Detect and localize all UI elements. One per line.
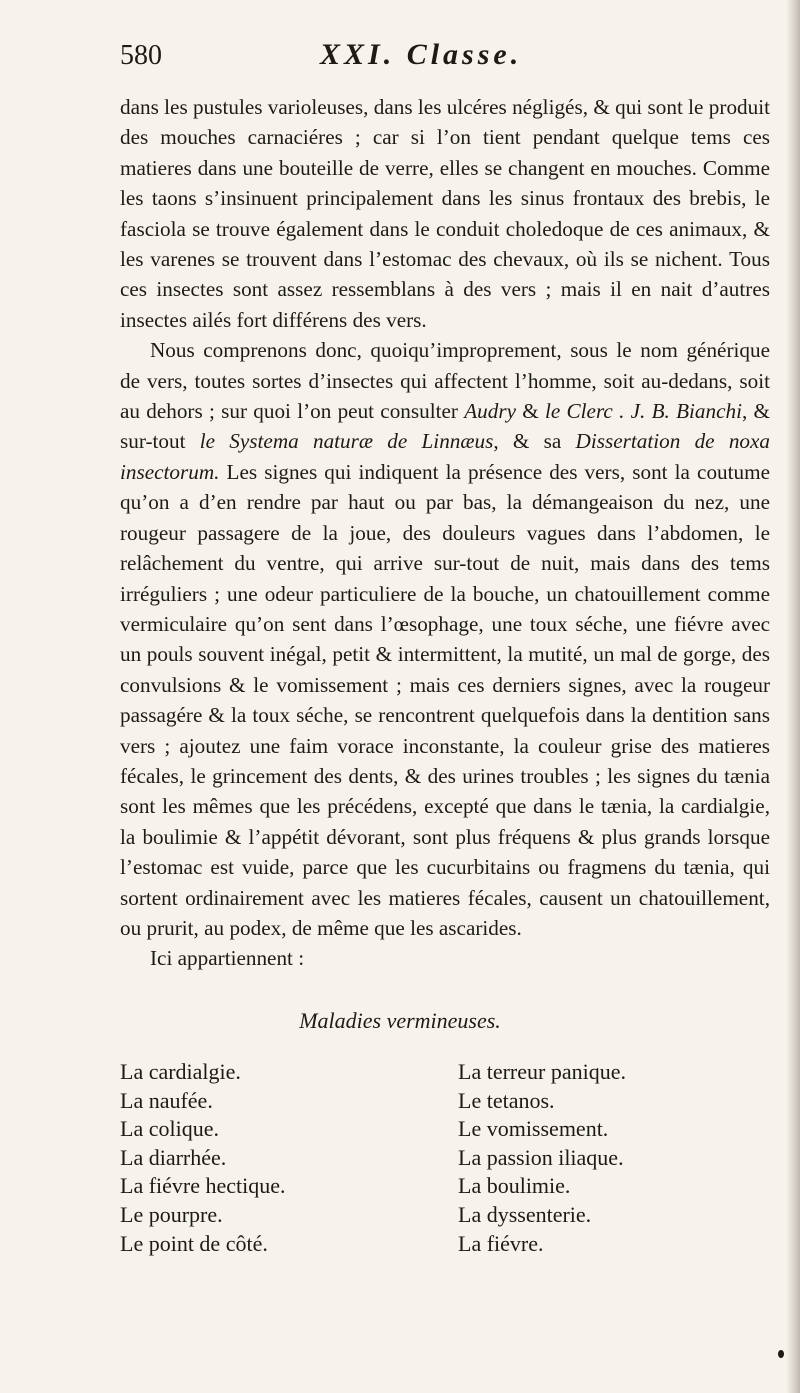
- running-title: XXI. Classe.: [320, 38, 523, 71]
- paragraph-2-text: Nous comprenons donc, quoiqu’improprement, sous le nom générique de vers, toutes sortes d’insectes qui affectent l’homme, soit au-dedans, soit au dehors ; sur quoi l’on peut consulter: [120, 338, 770, 424]
- list-item: La fiévre hectique.: [120, 1173, 286, 1199]
- list-item: La dyssenterie.: [458, 1201, 592, 1227]
- list-item: La fiévre.: [458, 1230, 544, 1256]
- page-header: [120, 38, 760, 78]
- list-item: Le pourpre.: [120, 1201, 223, 1227]
- work-dissertation: Dissertation de noxa insectorum.: [120, 429, 771, 484]
- disease-list-right: [458, 1058, 778, 1258]
- paragraph-1: dans les pustules varioleuses, dans les ulcéres négligés, & qui sont le produit des mouches carnaciéres ; car si l’on tient pendant quelque tems ces matieres dans une bouteille de verre, elles se changent en mouches. Comme les taons s’insinuent principalement dans les sinus frontaux des brebis, le fasciola se trouve également dans le conduit choledoque de ces animaux, & les varenes se trouvent dans l’estomac des chevaux, où ils se nichent. Tous ces insectes sont assez ressemblans à des vers ; mais il en nait d’autres insectes ailés fort différens des vers.: [120, 95, 770, 332]
- list-item: Le vomissement.: [458, 1116, 609, 1142]
- page-edge-shadow: [786, 0, 800, 1393]
- page-number: 580: [120, 40, 162, 71]
- paragraph-2-joiner-1: &: [516, 399, 545, 424]
- paragraph-3: Ici appartiennent :: [150, 946, 305, 971]
- paragraph-2: [120, 335, 770, 943]
- list-item: La cardialgie.: [120, 1059, 241, 1084]
- section-title: Maladies vermineuses.: [299, 1008, 501, 1033]
- list-item: La terreur panique.: [458, 1059, 626, 1084]
- work-systema-naturae: le Systema naturæ de Linnæus: [199, 429, 494, 454]
- list-item: La diarrhée.: [120, 1144, 227, 1170]
- list-item: La passion iliaque.: [458, 1144, 624, 1170]
- paragraph-2-joiner-3: , & sa: [493, 429, 576, 454]
- author-audry: Audry: [464, 399, 517, 424]
- paragraph-2-joiner-2: , & sur-tout: [120, 399, 770, 454]
- paragraph-2-signs: Les signes qui indiquent la présence des vers, sont la coutume qu’on a d’en rendre par haut ou par bas, la démangeaison du nez, une rougeur passagere de la joue, des douleurs vagues dans l’abdomen, le relâchement du ventre, qui arrive sur-tout de nuit, mais dans des tems irréguliers ; une odeur particuliere de la bouche, un chatouillement comme vermiculaire qu’on sent dans l’œsophage, une toux séche, une fiévre avec un pouls souvent inégal, petit & intermittent, la mutité, un mal de gorge, des convulsions & le vomissement ; mais ces derniers signes, avec la rougeur passagére & la toux séche, se rencontrent quelquefois dans la dentition sans vers ; ajoutez une faim vorace inconstante, la couleur grise des matieres fécales, le grincement des dents, & des urines troubles ; les signes du tænia sont les mêmes que les précédens, excepté que dans le tænia, la cardialgie, la boulimie & l’appétit dévorant, sont plus fréquens & plus grands lorsque l’estomac est vuide, parce que les cucurbitains ou fragmens du tænia, qui sortent ordinairement avec les matieres fécales, causent un chatouillement, ou prurit, au podex, de même que les ascarides.: [120, 459, 770, 940]
- list-item: Le point de côté.: [120, 1230, 268, 1256]
- ink-mark: [778, 1350, 784, 1358]
- list-item: La boulimie.: [458, 1173, 571, 1199]
- list-item: Le tetanos.: [458, 1087, 555, 1113]
- body-text: [120, 92, 770, 974]
- list-item: La naufée.: [120, 1087, 213, 1113]
- disease-list-left: [120, 1058, 440, 1258]
- author-leclerc-bianchi: le Clerc . J. B. Bianchi: [545, 399, 742, 424]
- list-item: La colique.: [120, 1116, 219, 1142]
